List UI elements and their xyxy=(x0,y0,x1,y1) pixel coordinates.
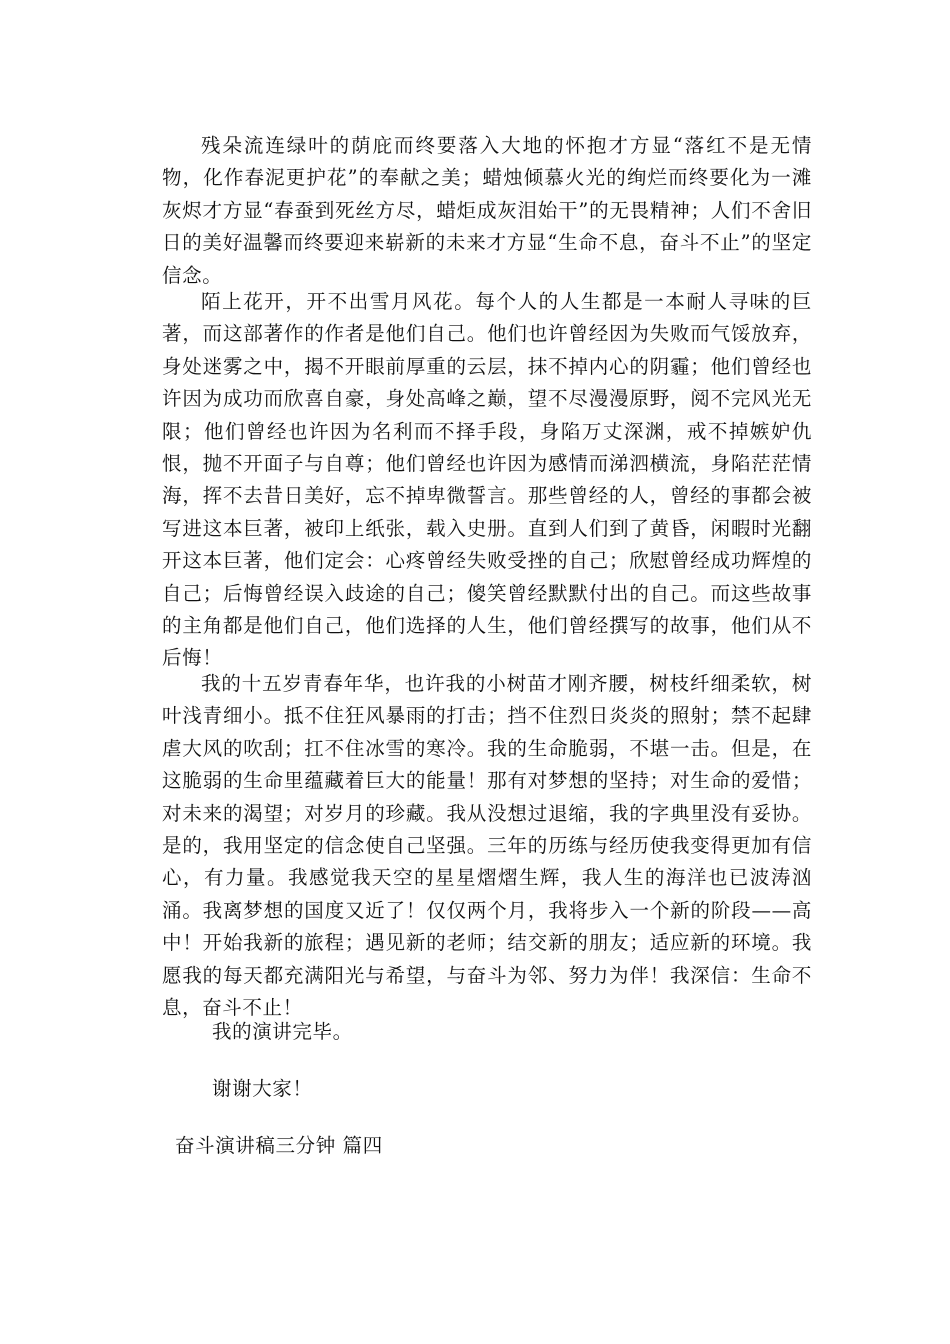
closing-line-1: 我的演讲完毕。 xyxy=(212,1020,353,1043)
paragraph-1: 残朵流连绿叶的荫庇而终要落入大地的怀抱才方显“落红不是无情物，化作春泥更护花”的奉献之美；蜡烛倾慕火光的绚烂而终要化为一滩灰烬才方显“春蚕到死丝方尽，蜡炬成灰泪始干”的无畏精神；人们不舍旧日的美好温馨而终要迎来崭新的未来才方显“生命不息，奋斗不止”的坚定信念。 xyxy=(162,134,812,287)
section-heading: 奋斗演讲稿三分钟 篇四 xyxy=(175,1134,383,1157)
closing-line-2: 谢谢大家！ xyxy=(212,1077,313,1100)
paragraph-3: 我的十五岁青春年华，也许我的小树苗才刚齐腰，树枝纤细柔软，树叶浅青细小。抵不住狂风暴雨的打击；挡不住烈日炎炎的照射；禁不起肆虐大风的吹刮；扛不住冰雪的寒冷。我的生命脆弱，不堪一击。但是，在这脆弱的生命里蕴藏着巨大的能量！那有对梦想的坚持；对生命的爱惜；对未来的渴望；对岁月的珍藏。我从没想过退缩，我的字典里没有妥协。是的，我用坚定的信念使自己坚强。三年的历练与经历使我变得更加有信心，有力量。我感觉我天空的星星熠熠生辉，我人生的海洋也已波涛汹涌。我离梦想的国度又近了！仅仅两个月，我将步入一个新的阶段——高中！开始我新的旅程；遇见新的老师；结交新的朋友；适应新的环境。我愿我的每天都充满阳光与希望，与奋斗为邻、努力为伴！我深信：生命不息，奋斗不止！ xyxy=(162,672,812,1020)
paragraph-2: 陌上花开，开不出雪月风花。每个人的人生都是一本耐人寻味的巨著，而这部著作的作者是他们自己。他们也许曾经因为失败而气馁放弃，身处迷雾之中，揭不开眼前厚重的云层，抹不掉内心的阴霾；他们曾经也许因为成功而欣喜自豪，身处高峰之巅，望不尽漫漫原野，阅不完风光无限；他们曾经也许因为名利而不择手段，身陷万丈深渊，戒不掉嫉妒仇恨，抛不开面子与自尊；他们曾经也许因为感情而涕泗横流，身陷茫茫情海，挥不去昔日美好，忘不掉卑微誓言。那些曾经的人，曾经的事都会被写进这本巨著，被印上纸张，载入史册。直到人们到了黄昏，闲暇时光翻开这本巨著，他们定会：心疼曾经失败受挫的自己；欣慰曾经成功辉煌的自己；后悔曾经误入歧途的自己；傻笑曾经默默付出的自己。而这些故事的主角都是他们自己，他们选择的人生，他们曾经撰写的故事，他们从不后悔！ xyxy=(162,290,812,670)
